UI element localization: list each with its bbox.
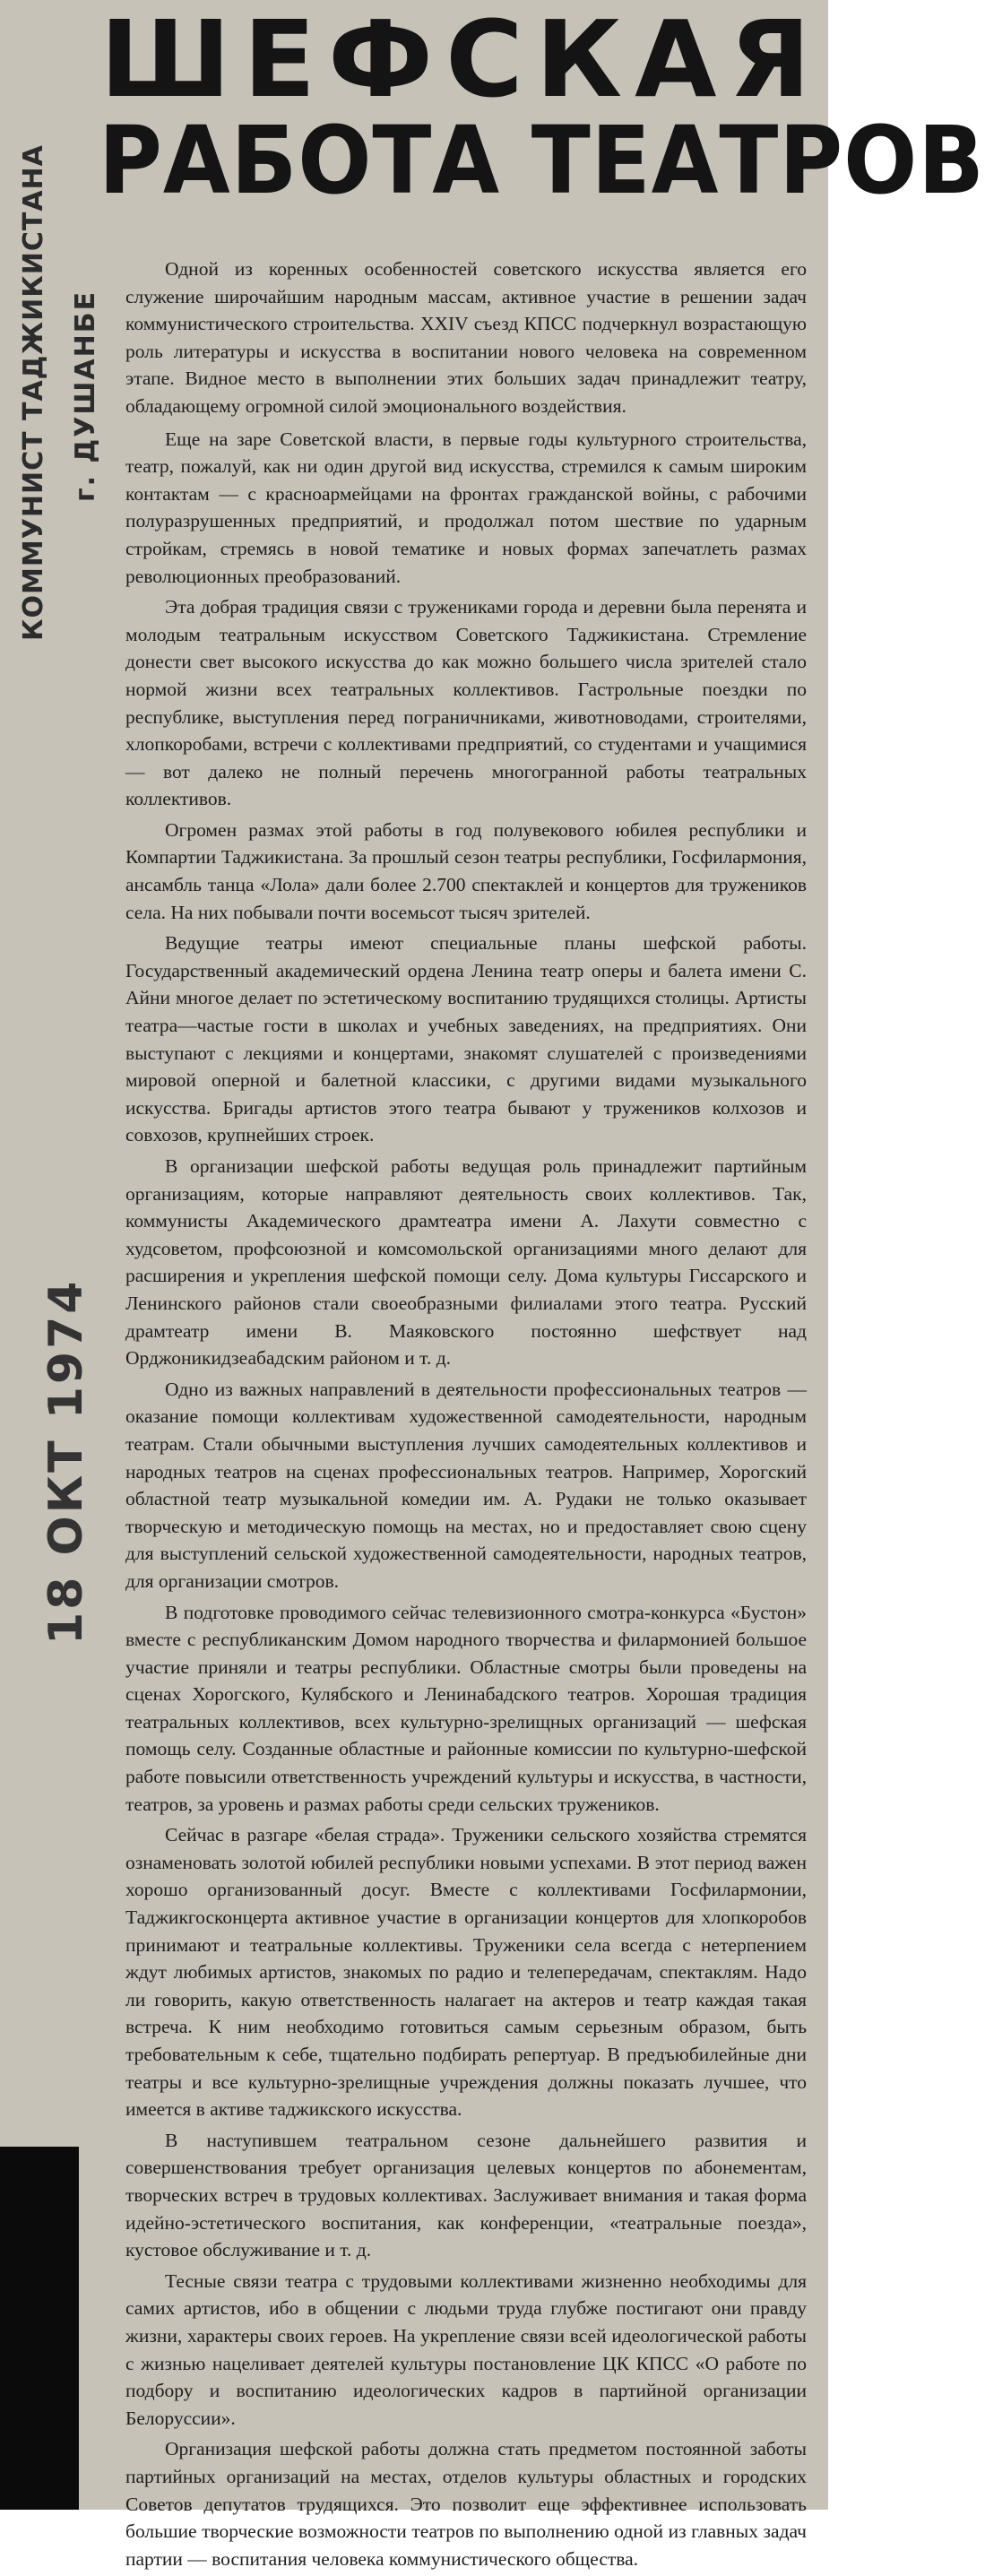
article-paragraph: В организации шефской работы ведущая роль принадлежит партийным организациям, которые направляют деятельность своих коллективов. Так, коммунисты Академического драмтеатра имени А. Лахути совместно с худсоветом, профсоюзной и комсомольской организациями много делают для расширения и укрепления шефской помощи селу. Дома культуры Гиссарского и Ленинского районов стали своеобразными филиалами этого театра. Русский драмтеатр имени В. Маяковского постоянно шефствует над Орджоникидзеабадским районом и т. д. <box>125 1155 807 1370</box>
article-paragraph: Тесные связи театра с трудовыми коллективами жизненно необходимы для самих артистов, ибо в общении с людьми труда глубже постигают они правду жизни, характеры своих героев. На укрепление связи всей идеологической работы с жизнью нацеливает деятелей культуры постановление ЦК КПСС «О работе по подбору и воспитанию идеологических кадров в партийной организации Белоруссии». <box>125 2269 807 2429</box>
article-paragraph: В наступившем театральном сезоне дальнейшего развития и совершенствования требует организация целевых концертов по абонементам, творческих встреч в трудовых коллективах. Заслуживает внимания и такая форма идейно-эстетического воспитания, как конференции, «театральные поезда», кустовое обслуживание и т. д. <box>125 2129 807 2261</box>
dark-border-strip <box>0 2147 79 2510</box>
article-paragraph: Еще на заре Советской власти, в первые годы культурного строительства, театр, пожалуй, как ни один другой вид искусства, стремился к самым широким контактам — с красноармейцами на фронтах гражданской войны, с рабочими полуразрушенных предприятий, и продолжал потом шествие по ударным стройкам, стремясь в новой тематике и новых формах запечатлеть размах революционных преобразований. <box>125 428 807 587</box>
article-paragraph: Одно из важных направлений в деятельности профессиональных театров — оказание помощи коллективам художественной самодеятельности, народным театрам. Стали обычными выступления лучших самодеятельных коллективов и народных театров на сценах профессиональных театров. Например, Хорогский областной театр музыкальной комедии им. А. Рудаки не только оказывает творческую и методическую помощь на местах, но и предоставляет свою сцену для выступлений сельской художественной самодеятельности, народных театров, для организации смотров. <box>125 1378 807 1592</box>
article-paragraph: Сейчас в разгаре «белая страда». Труженики сельского хозяйства стремятся ознаменовать золотой юбилей республики новыми успехами. В этот период важен хорошо организованный досуг. Вместе с коллективами Госфилармонии, Таджикгосконцерта активное участие в организации концертов для хлопкоробов принимают и театральные коллективы. Труженики села всегда с нетерпением ждут любимых артистов, знакомых по радио и телепередачам, спектаклям. Надо ли говорить, какую ответственность налагает на актеров и театр каждая такая встреча. К ним необходимо готовиться самым серьезным образом, быть требовательным к себе, тщательно подбирать репертуар. В предъюбилейные дни театры и все культурно-зрелищные учреждения должны показать лучшее, что имеется в активе таджикского искусства. <box>125 1824 807 2121</box>
article-paragraph: В подготовке проводимого сейчас телевизионного смотра-конкурса «Бустон» вместе с республиканским Домом народного творчества и филармонией большое участие приняли и театры республики. Областные смотры были проведены на сценах Хорогского, Кулябского и Ленинабадского театров. Хорошая традиция театральных коллективов, всех культурно-зрелищных организаций — шефская помощь селу. Созданные областные и районные комиссии по культурно-шефской работе повысили ответственность учреждений культуры и искусства, в частности, театров, за уровень и размах работы среди сельских тружеников. <box>125 1601 807 1815</box>
headline-line-2: РАБОТА ТЕАТРОВ <box>99 106 985 215</box>
article-paragraph: Эта добрая традиция связи с тружениками города и деревни была перенята и молодым театральным искусством Советского Таджикистана. Стремление донести свет высокого искусства до как можно большего числа зрителей стало нормой жизни всех театральных коллективов. Гастрольные поездки по республике, выступления перед пограничниками, животноводами, строителями, хлопкоробами, встречи с коллективами предприятий, со студентами и учащимися — вот далеко не полный перечень многогранной работы театральных коллективов. <box>125 596 807 810</box>
article-paragraph: Организация шефской работы должна стать предметом постоянной заботы партийных организаций на местах, отделов культуры областных и городских Советов депутатов трудящихся. Это позволит еще эффективнее использовать большие творческие возможности театров по выполнению одной из главных задач партии — воспитания человека коммунистического общества. <box>125 2438 807 2570</box>
newspaper-name-stamp: КОММУНИСТ ТАДЖИКИСТАНА <box>18 144 49 641</box>
article-body <box>125 255 807 2576</box>
article-paragraph: Ведущие театры имеют специальные планы шефской работы. Государственный академический ордена Ленина театр оперы и балета имени С. Айни многое делает по эстетическому воспитанию трудящихся столицы. Артисты театра—частые гости в школах и учебных заведениях, на предприятиях. Они выступают с лекциями и концертами, знакомят слушателей с произведениями мировой оперной и балетной классики, с другими видами музыкального искусства. Бригады артистов этого театра бывают у тружеников колхозов и совхозов, крупнейших строек. <box>125 932 807 1146</box>
date-stamp: 18 ОКТ 1974 <box>39 1278 93 1645</box>
city-stamp: г. ДУШАНБЕ <box>70 290 101 502</box>
article-paragraph: Одной из коренных особенностей советского искусства является его служение широчайшим народным массам, активное участие в решении задач коммунистического строительства. XXIV съезд КПСС подчеркнул возрастающую роль литературы и искусства в воспитании нового человека на современном этапе. Видное место в выполнении этих больших задач принадлежит театру, обладающему огромной силой эмоционального воздействия. <box>125 258 807 417</box>
headline-line-1: ШЕФСКАЯ <box>99 0 824 121</box>
article-paragraph: Огромен размах этой работы в год полувекового юбилея республики и Компартии Таджикистана. За прошлый сезон театры республики, Госфилармония, ансамбль танца «Лола» дали более 2.700 спектаклей и концертов для тружеников села. На них побывали почти восемьсот тысяч зрителей. <box>125 818 807 923</box>
